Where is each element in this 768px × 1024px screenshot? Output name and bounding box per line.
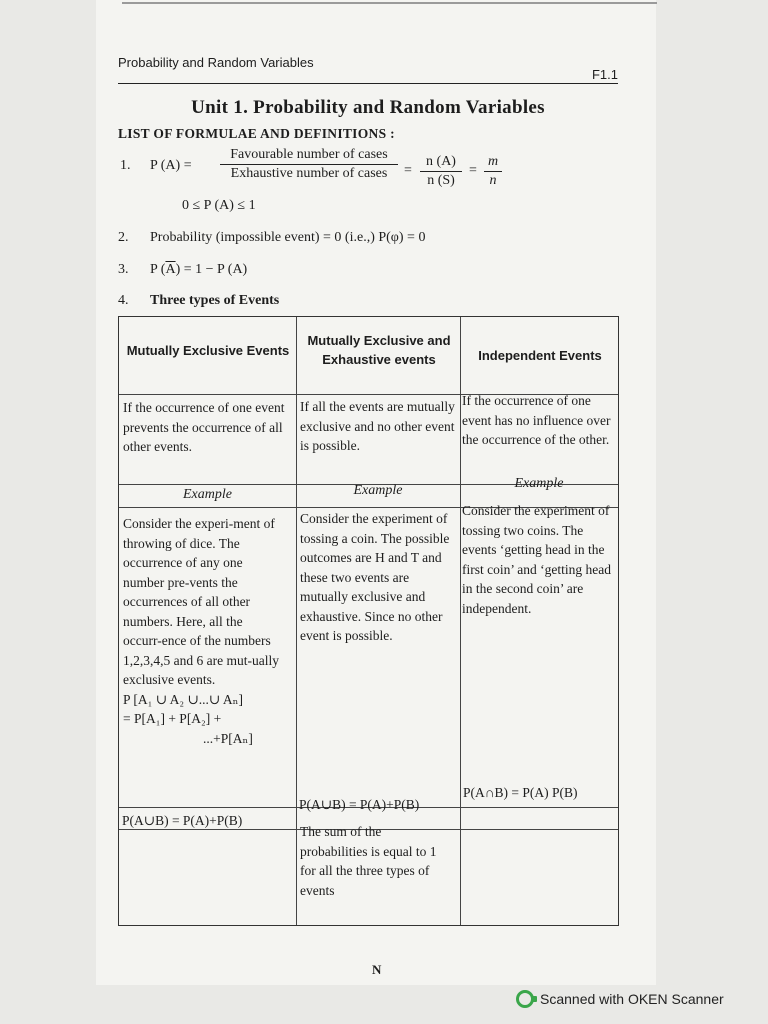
formula-1-equals-1: = bbox=[404, 163, 412, 178]
formula-1-m-denominator: n bbox=[489, 173, 497, 188]
probability-bound: 0 ≤ P (A) ≤ 1 bbox=[182, 198, 256, 213]
formula-1-m-numerator: m bbox=[484, 154, 502, 172]
union-formula-line-2: = P[A₁] + P[A₂] + bbox=[123, 711, 222, 726]
formula-3-post: ) = 1 − P (A) bbox=[175, 262, 248, 277]
column-divider-2 bbox=[460, 317, 461, 925]
header-independent: Independent Events bbox=[478, 348, 602, 363]
events-table bbox=[118, 316, 619, 926]
probability-sum-note: The sum of the probabilities is equal to 1 for all the three types of events bbox=[300, 824, 437, 898]
formula-1-equals-2: = bbox=[469, 163, 477, 178]
formula-3-pre: P ( bbox=[150, 262, 166, 277]
example-label-2: Example bbox=[353, 483, 403, 498]
example-mutually-exclusive bbox=[123, 514, 283, 748]
formula-exclusive-exhaustive: P(A∪B) = P(A)+P(B) bbox=[299, 797, 420, 812]
example-text-1: Consider the experi-ment of throwing of dice. The occurrence of any one number pre-vents the occurrences of all other numbers. Here, all the occurr-ence of the numbers 1,2,3,4,5 and 6 are mut-ually exclusive events. bbox=[123, 516, 279, 687]
example-independent: Consider the experiment of tossing two coins. The events ‘getting head in the first coin’ and ‘getting head in the second coin’ are independent. bbox=[462, 503, 611, 616]
formula-1-fraction bbox=[220, 147, 398, 182]
formula-1-m-fraction bbox=[484, 154, 502, 189]
unit-title: Unit 1. Probability and Random Variables bbox=[191, 97, 545, 118]
formula-2-number: 2. bbox=[118, 230, 129, 245]
formula-1-denominator: Exhaustive number of cases bbox=[230, 166, 388, 181]
formula-mutually-exclusive: P(A∪B) = P(A)+P(B) bbox=[122, 813, 243, 828]
example-label-1: Example bbox=[183, 487, 232, 502]
formula-2-text: Probability (impossible event) = 0 (i.e.,) P(φ) = 0 bbox=[150, 230, 426, 245]
formula-1-count-denominator: n (S) bbox=[427, 173, 455, 188]
scan-edge-line bbox=[122, 2, 657, 4]
header-exclusive-exhaustive: Mutually Exclusive and Exhaustive events bbox=[307, 333, 451, 367]
union-formula-line-3: ...+P[Aₙ] bbox=[203, 730, 253, 746]
formula-3-text bbox=[150, 262, 247, 278]
scanner-logo-icon bbox=[516, 990, 534, 1008]
formula-1-count-numerator: n (A) bbox=[420, 154, 462, 172]
example-label-3: Example bbox=[514, 476, 564, 491]
formula-1-count-fraction bbox=[420, 154, 462, 189]
header-rule bbox=[118, 83, 618, 84]
example-exclusive-exhaustive: Consider the experiment of tossing a coin. The possible outcomes are H and T and these two events are mutually exclusive and exhaustive. Since no other event is possible. bbox=[300, 511, 450, 643]
section-subheading: LIST OF FORMULAE AND DEFINITIONS : bbox=[118, 126, 395, 141]
formula-3-number: 3. bbox=[118, 262, 129, 277]
page-footer-mark: N bbox=[372, 962, 382, 977]
column-divider-1 bbox=[296, 317, 297, 925]
definition-independent: If the occurrence of one event has no influence over the occurrence of the other. bbox=[462, 393, 611, 447]
running-header-title: Probability and Random Variables bbox=[118, 55, 314, 70]
item-4-number: 4. bbox=[118, 293, 129, 308]
definition-exclusive-exhaustive: If all the events are mutually exclusive and no other event is possible. bbox=[300, 399, 455, 453]
formula-3-complement: $\overline{A}$ bbox=[165, 262, 176, 277]
item-4-text: Three types of Events bbox=[150, 293, 280, 308]
formula-independent: P(A∩B) = P(A) P(B) bbox=[463, 785, 578, 800]
scanner-watermark bbox=[516, 990, 724, 1008]
header-mutually-exclusive: Mutually Exclusive Events bbox=[126, 343, 290, 358]
union-formula-line-1: P [A₁ ∪ A₂ ∪...∪ Aₙ] bbox=[123, 691, 243, 707]
formula-1-numerator: Favourable number of cases bbox=[220, 147, 398, 165]
definition-mutually-exclusive: If the occurrence of one event prevents the occurrence of all other events. bbox=[123, 400, 285, 454]
running-header-page-code: F1.1 bbox=[591, 67, 618, 82]
formula-1-number: 1. bbox=[120, 158, 131, 173]
scanner-label: Scanned with OKEN Scanner bbox=[540, 991, 724, 1007]
formula-1-lhs: P (A) = bbox=[150, 158, 192, 173]
